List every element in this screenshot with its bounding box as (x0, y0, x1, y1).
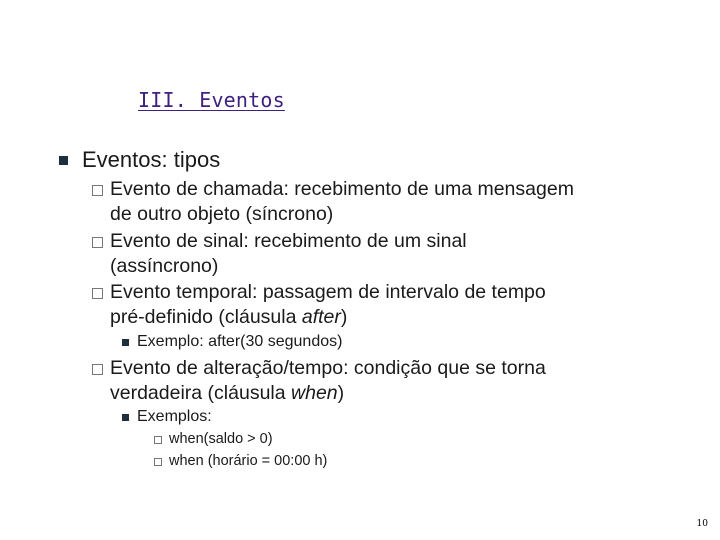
sub-item: Exemplos: (137, 408, 212, 425)
heading: Eventos: tipos (82, 147, 221, 172)
sub-sub-item: when (horário = 00:00 h) (169, 453, 328, 469)
list-item-line: Evento de sinal: recebimento de um sinal (110, 230, 467, 252)
square-bullet-icon (122, 339, 129, 346)
list-item-line: de outro objeto (síncrono) (110, 203, 334, 225)
hollow-square-bullet-icon (92, 237, 103, 248)
line-text: ) (337, 382, 345, 404)
hollow-square-bullet-icon (92, 364, 103, 375)
keyword-emphasis: when (291, 382, 338, 404)
sub-item: Exemplo: after(30 segundos) (137, 333, 343, 350)
square-bullet-icon (59, 156, 68, 165)
list-item-line: Evento de chamada: recebimento de uma mensagem (110, 178, 574, 200)
list-item-line (110, 381, 344, 406)
list-item-line: (assíncrono) (110, 255, 219, 277)
list-item-line (110, 305, 347, 330)
hollow-square-bullet-icon (154, 436, 162, 444)
line-text: pré-definido (cláusula (110, 306, 302, 328)
list-item-line: Evento temporal: passagem de intervalo de tempo (110, 281, 546, 303)
line-text: verdadeira (cláusula (110, 382, 292, 404)
hollow-square-bullet-icon (92, 185, 103, 196)
square-bullet-icon (122, 414, 129, 421)
line-text: ) (340, 306, 348, 328)
slide-title: III. Eventos (138, 88, 285, 112)
keyword-emphasis: after (301, 306, 341, 328)
page-number: 10 (696, 519, 708, 529)
sub-sub-item: when(saldo > 0) (169, 431, 273, 447)
hollow-square-bullet-icon (92, 288, 103, 299)
hollow-square-bullet-icon (154, 458, 162, 466)
list-item-line: Evento de alteração/tempo: condição que se torna (110, 357, 546, 379)
